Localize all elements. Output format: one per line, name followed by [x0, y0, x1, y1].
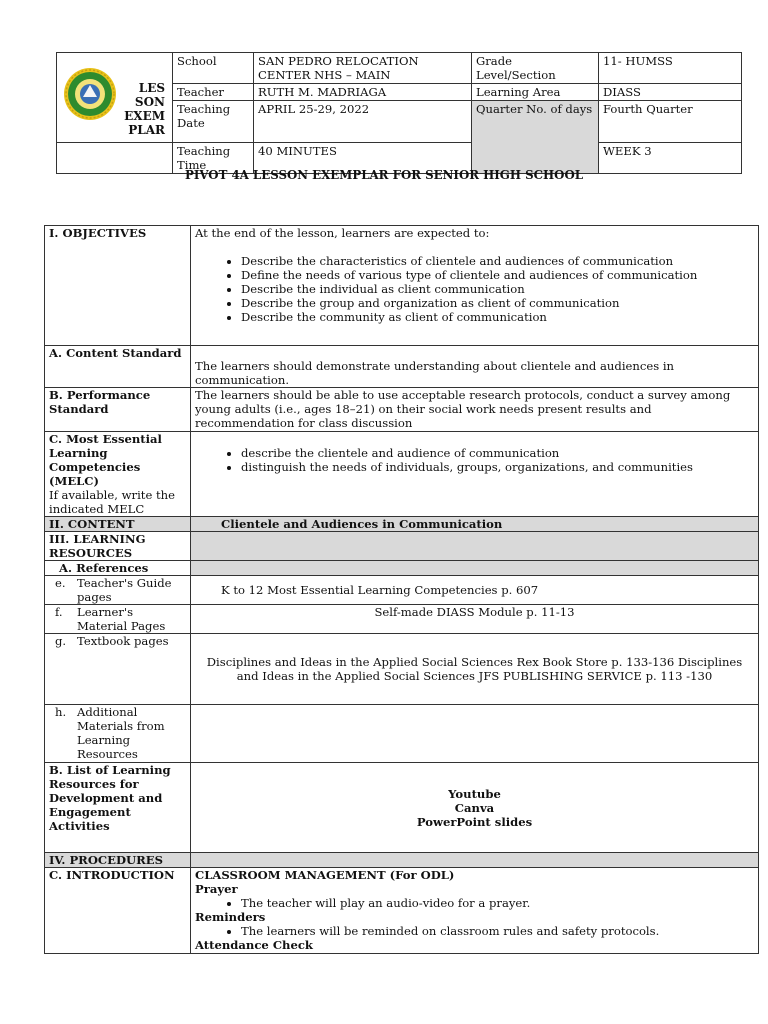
objectives-row	[45, 226, 759, 346]
learning-resources-label: III. LEARNING RESOURCES	[45, 532, 191, 561]
list-item: • describe the clientele and audience of communication	[241, 446, 754, 460]
ref-add-label: h. Additional Materials from Learning Resources	[45, 705, 191, 763]
melc-list	[195, 446, 754, 474]
teacher-label: Teacher	[173, 84, 254, 101]
introduction-label: C. INTRODUCTION	[45, 868, 191, 954]
area-value: DIASS	[599, 84, 742, 101]
references-blank	[191, 561, 759, 576]
list-item: • distinguish the needs of individuals, groups, organizations, and communities	[241, 460, 754, 474]
list-item: • Describe the individual as client communication	[241, 282, 754, 296]
quarter-label: Quarter No. of days	[472, 101, 599, 174]
content-label: II. CONTENT	[45, 517, 191, 532]
prayer-heading: Prayer	[195, 882, 238, 896]
performance-standard-text: The learners should be able to use acceptable research protocols, conduct a survey among young adults (i.e., ages 18–21) on their social work needs present results and recommendation for class discussion	[191, 388, 759, 432]
week-value: WEEK 3	[599, 143, 742, 174]
melc-content	[191, 432, 759, 517]
school-seal-logo	[63, 67, 117, 121]
time-value: 40 MINUTES	[254, 143, 472, 174]
introduction-content	[191, 868, 759, 954]
ref-tb-label: g. Textbook pages	[45, 634, 191, 705]
content-standard-text: The learners should demonstrate understanding about clientele and audiences in communication.	[191, 346, 759, 388]
logo-cell	[57, 53, 173, 143]
ref-tg-label: e. Teacher's Guide pages	[45, 576, 191, 605]
list-item: • The teacher will play an audio-video for a prayer.	[241, 896, 754, 910]
school-value: SAN PEDRO RELOCATION CENTER NHS – MAIN	[254, 53, 472, 84]
melc-label: C. Most Essential Learning Competencies (MELC)	[49, 432, 162, 488]
learning-resources-blank	[191, 532, 759, 561]
list-item: • The learners will be reminded on classroom rules and safety protocols.	[241, 924, 754, 938]
list-item: Canva	[454, 800, 495, 815]
list-item: • Describe the group and organization as client of communication	[241, 296, 754, 310]
list-item: PowerPoint slides	[416, 814, 533, 829]
list-item: • Describe the community as client of communication	[241, 310, 754, 324]
grade-label: Grade Level/Section	[472, 53, 599, 84]
school-label: School	[173, 53, 254, 84]
time-label: Teaching Time	[173, 143, 254, 174]
content-text: Clientele and Audiences in Communication	[191, 517, 759, 532]
lesson-table	[44, 225, 759, 954]
ref-add-value	[191, 705, 759, 763]
objectives-label: I. OBJECTIVES	[45, 226, 191, 346]
ref-lm-value: Self-made DIASS Module p. 11-13	[191, 605, 759, 634]
area-label: Learning Area	[472, 84, 599, 101]
list-item: • Define the needs of various type of clientele and audiences of communication	[241, 268, 754, 282]
list-resources-items	[191, 763, 759, 853]
classroom-management-heading: CLASSROOM MANAGEMENT (For ODL)	[195, 868, 455, 882]
lesson-exemplar-title: LES SON EXEM PLAR	[124, 81, 165, 137]
performance-standard-label: B. Performance Standard	[45, 388, 191, 432]
procedures-blank	[191, 853, 759, 868]
objectives-intro: At the end of the lesson, learners are expected to:	[195, 226, 490, 240]
ref-tb-value: Disciplines and Ideas in the Applied Social Sciences Rex Book Store p. 133-136 Disciplines and Ideas in the Applied Social Sciences JFS PUBLISHING SERVICE p. 113 -130	[191, 634, 759, 705]
content-standard-label: A. Content Standard	[45, 346, 191, 388]
pivot-title: PIVOT 4A LESSON EXEMPLAR FOR SENIOR HIGH SCHOOL	[184, 168, 584, 182]
list-item: Youtube	[448, 786, 501, 801]
list-item: • Describe the characteristics of clientele and audiences of communication	[241, 254, 754, 268]
attendance-heading: Attendance Check	[195, 938, 313, 952]
ref-lm-label: f. Learner's Material Pages	[45, 605, 191, 634]
date-value: APRIL 25-29, 2022	[254, 101, 472, 143]
grade-value: 11- HUMSS	[599, 53, 742, 84]
melc-label-cell	[45, 432, 191, 517]
references-label: A. References	[45, 561, 191, 576]
reminders-heading: Reminders	[195, 910, 266, 924]
procedures-label: IV. PROCEDURES	[45, 853, 191, 868]
objectives-list	[195, 254, 754, 324]
quarter-value: Fourth Quarter	[599, 101, 742, 143]
list-resources-label: B. List of Learning Resources for Development and Engagement Activities	[45, 763, 191, 853]
melc-sub: If available, write the indicated MELC	[49, 488, 175, 516]
date-label: Teaching Date	[173, 101, 254, 143]
ref-tg-value: K to 12 Most Essential Learning Competencies p. 607	[191, 576, 759, 605]
objectives-content	[191, 226, 759, 346]
header-table	[56, 52, 742, 174]
teacher-value: RUTH M. MADRIAGA	[254, 84, 472, 101]
